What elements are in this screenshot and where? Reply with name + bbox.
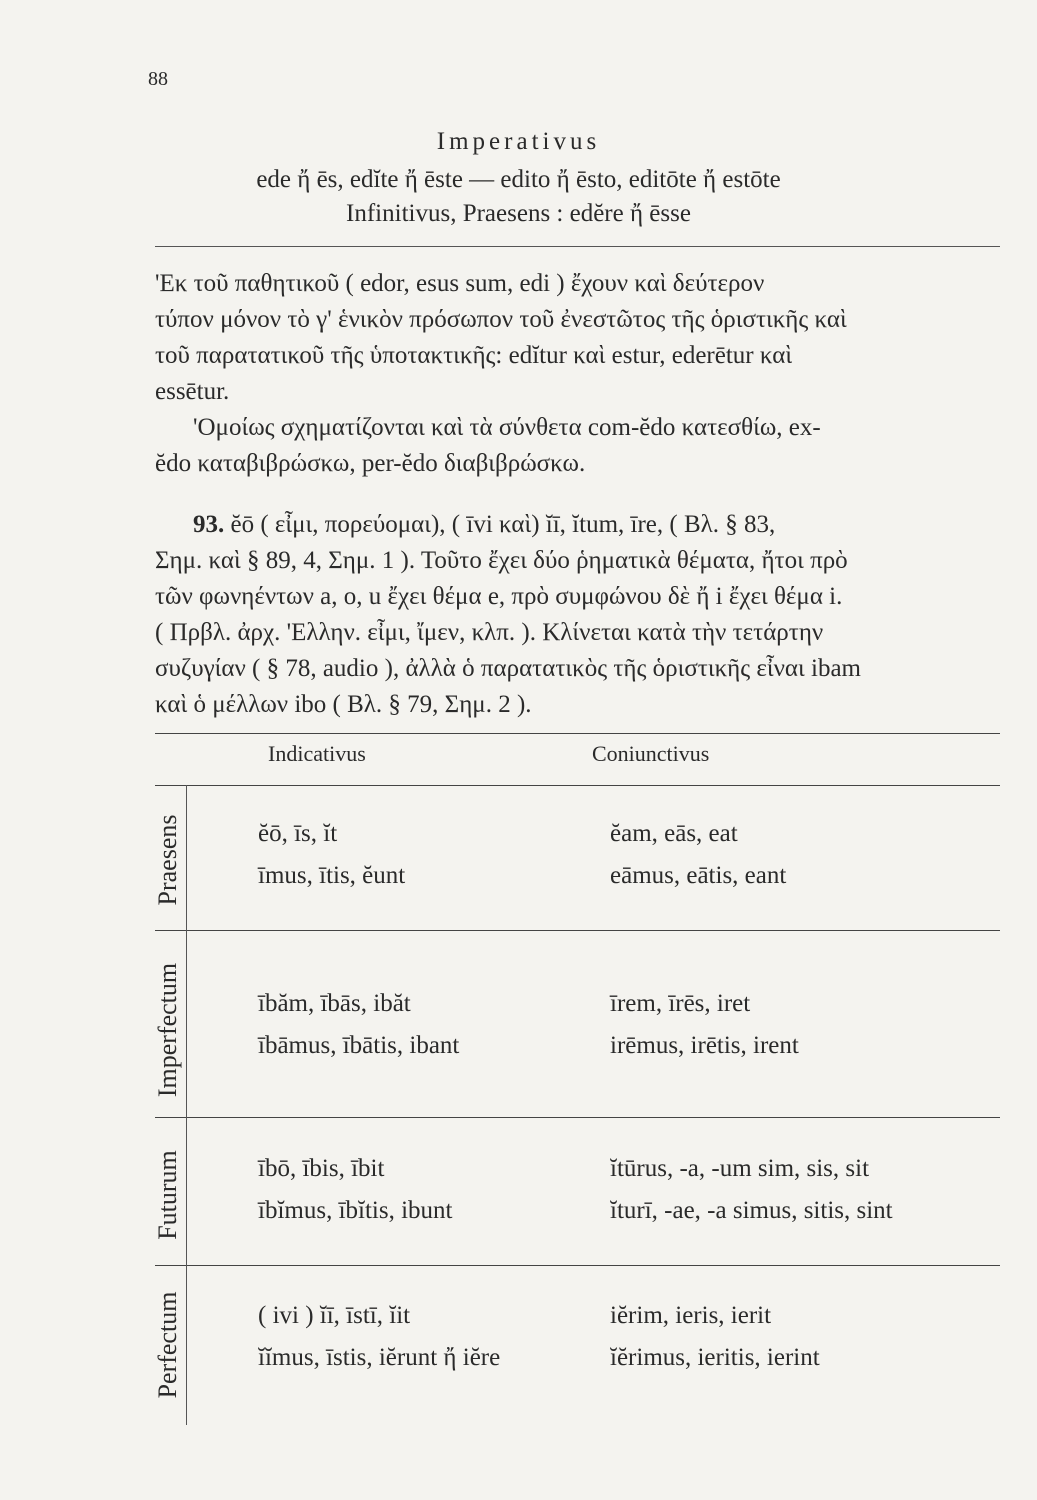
para1-line4: essētur.: [155, 378, 230, 405]
futurum-subj-plur: ĭturī, -ae, -a simus, sitis, sint: [610, 1197, 893, 1224]
perfectum-ind-plur: ĭĭmus, īstis, iĕrunt ἤ iĕre: [258, 1344, 501, 1371]
infinitive-line: Infinitivus, Praesens : edĕre ἤ ēsse: [346, 200, 691, 227]
col-header-indicative: Indicativus: [268, 741, 366, 766]
row-rule: [155, 930, 1000, 931]
futurum-ind-sing: ībō, ībis, ībit: [258, 1155, 385, 1182]
section-number: 93.: [193, 511, 225, 538]
divider: [155, 246, 1000, 247]
table-header-rule: [155, 785, 1000, 786]
tense-label-futurum: Futurum: [153, 1150, 182, 1240]
imperative-forms: ede ἤ ēs, edĭte ἤ ēste — edito ἤ ēsto, editōte ἤ estōte: [256, 166, 781, 193]
imperfectum-subj-plur: irēmus, irētis, irent: [610, 1032, 799, 1059]
tense-label-praesens: Praesens: [153, 814, 182, 906]
imperfectum-subj-sing: īrem, īrēs, iret: [610, 990, 751, 1017]
table-top-rule: [155, 733, 1000, 734]
imperfectum-ind-sing: ībăm, ībās, ibăt: [258, 990, 411, 1017]
imperfectum-ind-plur: ībāmus, ībātis, ibant: [258, 1032, 460, 1059]
praesens-subj-plur: eāmus, eātis, eant: [610, 862, 787, 889]
perfectum-subj-sing: iĕrim, ieris, ierit: [610, 1302, 772, 1329]
praesens-ind-sing: ĕō, īs, ĭt: [258, 820, 338, 847]
para2-line1: 'Ομοίως σχηματίζονται καὶ τὰ σύνθετα com-ĕdo κατεσθίω, ex-: [193, 414, 821, 441]
perfectum-subj-plur: ĭĕrimus, ieritis, ierint: [610, 1344, 820, 1371]
section93-line4: ( Πρβλ. ἀρχ. 'Ελλην. εἶμι, ἴμεν, κλπ. ). Κλίνεται κατὰ τὴν τετάρτην: [155, 619, 824, 646]
praesens-subj-sing: ĕam, eās, eat: [610, 820, 738, 847]
praesens-ind-plur: īmus, ītis, ĕunt: [258, 862, 406, 889]
section93-line6: καὶ ὁ μέλλων ibo ( Βλ. § 79, Σημ. 2 ).: [155, 691, 532, 718]
para1-line3: τοῦ παρατατικοῦ τῆς ὑποτακτικῆς: edĭtur καὶ estur, ederētur καὶ: [155, 342, 793, 369]
para1-line1: 'Εκ τοῦ παθητικοῦ ( edor, esus sum, edi ) ἔχουν καὶ δεύτερον: [155, 270, 765, 297]
tense-column-separator: [186, 785, 187, 1425]
perfectum-ind-sing: ( ivi ) ĭī, īstī, ĭit: [258, 1302, 411, 1329]
tense-label-perfectum: Perfectum: [153, 1291, 182, 1399]
futurum-ind-plur: ībĭmus, ībĭtis, ibunt: [258, 1197, 453, 1224]
row-rule: [155, 1265, 1000, 1266]
futurum-subj-sing: ĭtūrus, -a, -um sim, sis, sit: [610, 1155, 870, 1182]
section93-line1: [193, 511, 775, 539]
row-rule: [155, 1117, 1000, 1118]
para1-line2: τύπον μόνον τὸ γ' ἑνικὸν πρόσωπον τοῦ ἐνεστῶτος τῆς ὁριστικῆς καὶ: [155, 306, 847, 333]
imperative-heading: Imperativus: [436, 128, 601, 155]
section93-line5: συζυγίαν ( § 78, audio ), ἀλλὰ ὁ παρατατικὸς τῆς ὁριστικῆς εἶναι ibam: [155, 655, 861, 682]
col-header-subjunctive: Coniunctivus: [592, 741, 710, 766]
section93-line3: τῶν φωνηέντων a, o, u ἔχει θέμα e, πρὸ συμφώνου δὲ ἤ i ἔχει θέμα i.: [155, 583, 843, 610]
section93-line2: Σημ. καὶ § 89, 4, Σημ. 1 ). Τοῦτο ἔχει δύο ῥηματικὰ θέματα, ἤτοι πρὸ: [155, 547, 848, 574]
tense-label-imperfectum: Imperfectum: [153, 962, 182, 1098]
section93-line1-text: ĕō ( εἶμι, πορεύομαι), ( īvi καὶ) ĭī, ĭtum, īre, ( Βλ. § 83,: [230, 511, 776, 538]
page-number: 88: [148, 68, 168, 90]
para2-line2: ĕdo καταβιβρώσκω, per-ĕdo διαβιβρώσκω.: [155, 450, 586, 477]
